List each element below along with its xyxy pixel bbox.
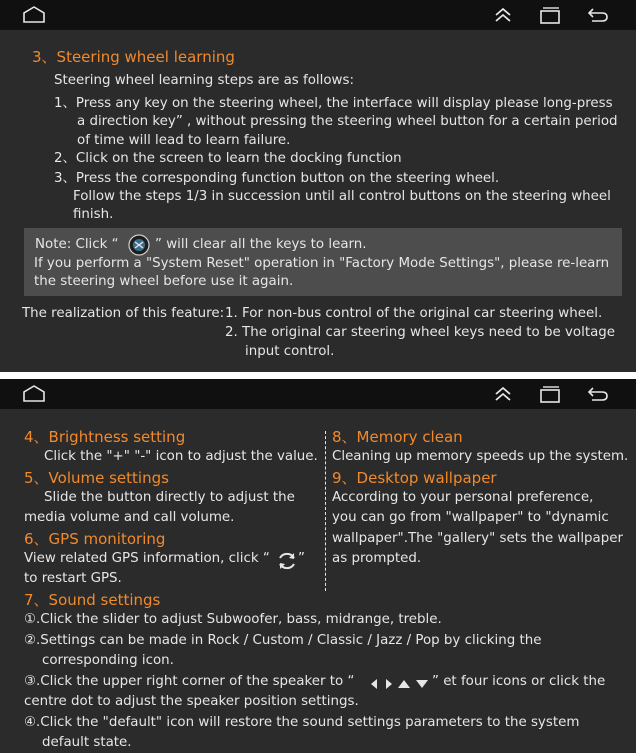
- section-title-gps: 6、GPS monitoring: [24, 530, 166, 548]
- feature-label: The realization of this feature:: [22, 306, 225, 321]
- section-title-brightness: 4、Brightness setting: [24, 428, 186, 446]
- wallpaper-text-2: you can go from "wallpaper" to "dynamic: [332, 510, 609, 525]
- memory-text: Cleaning up memory speeds up the system.: [332, 449, 629, 464]
- home-icon[interactable]: [22, 384, 46, 404]
- section-title-steering: 3、Steering wheel learning: [32, 48, 235, 66]
- sound-item-2a: ②.Settings can be made in Rock / Custom / Classic / Jazz / Pop by clicking the: [24, 633, 542, 648]
- status-bar: [0, 379, 636, 409]
- collapse-up-icon[interactable]: [491, 5, 515, 25]
- sound-item-4a: ④.Click the "default" icon will restore the sound settings parameters to the system: [24, 715, 580, 730]
- section-title-volume: 5、Volume settings: [24, 469, 169, 487]
- home-icon[interactable]: [22, 5, 46, 25]
- section-title-sound: 7、Sound settings: [24, 591, 161, 609]
- steering-intro: Steering wheel learning steps are as follows:: [54, 73, 355, 88]
- back-icon[interactable]: [586, 384, 610, 404]
- step1-line1: 1、Press any key on the steering wheel, the interface will display please long-press: [54, 96, 613, 111]
- sound-item-1: ①.Click the slider to adjust Subwoofer, bass, midrange, treble.: [24, 612, 442, 627]
- brightness-text: Click the "+" "-" icon to adjust the value.: [44, 449, 318, 464]
- step3-line1: 3、Press the corresponding function button on the steering wheel.: [54, 171, 500, 186]
- note-line3: the steering wheel before use it again.: [34, 274, 294, 289]
- back-icon[interactable]: [586, 5, 610, 25]
- volume-text-2: media volume and call volume.: [24, 510, 235, 525]
- step3-line3: finish.: [73, 207, 114, 222]
- direction-arrows-icon: [368, 677, 430, 691]
- note-prefix: Note: Click “: [35, 237, 119, 252]
- sound-item-3b: centre dot to adjust the speaker position settings.: [24, 694, 359, 709]
- step1-line2: a direction key” , without pressing the steering wheel button for a certain period: [77, 114, 618, 129]
- column-divider: [325, 431, 326, 591]
- wallpaper-text-1: According to your personal preference,: [332, 490, 594, 505]
- note-suffix: ” will clear all the keys to learn.: [155, 237, 367, 252]
- volume-text-1: Slide the button directly to adjust the: [44, 490, 295, 505]
- sound-item-2b: corresponding icon.: [42, 653, 174, 668]
- feature-item-1: 1. For non-bus control of the original car steering wheel.: [225, 306, 603, 321]
- section-title-wallpaper: 9、Desktop wallpaper: [332, 469, 497, 487]
- sound-item-4b: default state.: [42, 735, 132, 750]
- section-title-memory: 8、Memory clean: [332, 428, 463, 446]
- sound-item-3a-post: ” et four icons or click the: [432, 674, 606, 689]
- wallpaper-text-4: as prompted.: [332, 551, 422, 566]
- status-bar: [0, 0, 636, 30]
- feature-item-2: 2. The original car steering wheel keys need to be voltage: [225, 325, 616, 340]
- gps-text-2: to restart GPS.: [24, 571, 122, 586]
- gps-text-1b: ”: [298, 551, 305, 566]
- restart-gps-icon: [275, 550, 299, 572]
- recent-apps-icon[interactable]: [538, 384, 562, 404]
- gps-text-1a: View related GPS information, click “: [24, 551, 270, 566]
- clear-keys-icon: [127, 234, 151, 256]
- step2: 2、Click on the screen to learn the docking function: [54, 151, 402, 166]
- step3-line2: Follow the steps 1/3 in succession until all control buttons on the steering wheel: [73, 189, 611, 204]
- collapse-up-icon[interactable]: [491, 384, 515, 404]
- note-line2: If you perform a "System Reset" operation in "Factory Mode Settings", please re-learn: [34, 256, 610, 271]
- recent-apps-icon[interactable]: [538, 5, 562, 25]
- step1-line3: of time will lead to learn failure.: [77, 133, 291, 148]
- sound-item-3a-pre: ③.Click the upper right corner of the speaker to “: [24, 674, 355, 689]
- feature-item-2b: input control.: [245, 344, 335, 359]
- wallpaper-text-3: wallpaper".The "gallery" sets the wallpaper: [332, 531, 623, 546]
